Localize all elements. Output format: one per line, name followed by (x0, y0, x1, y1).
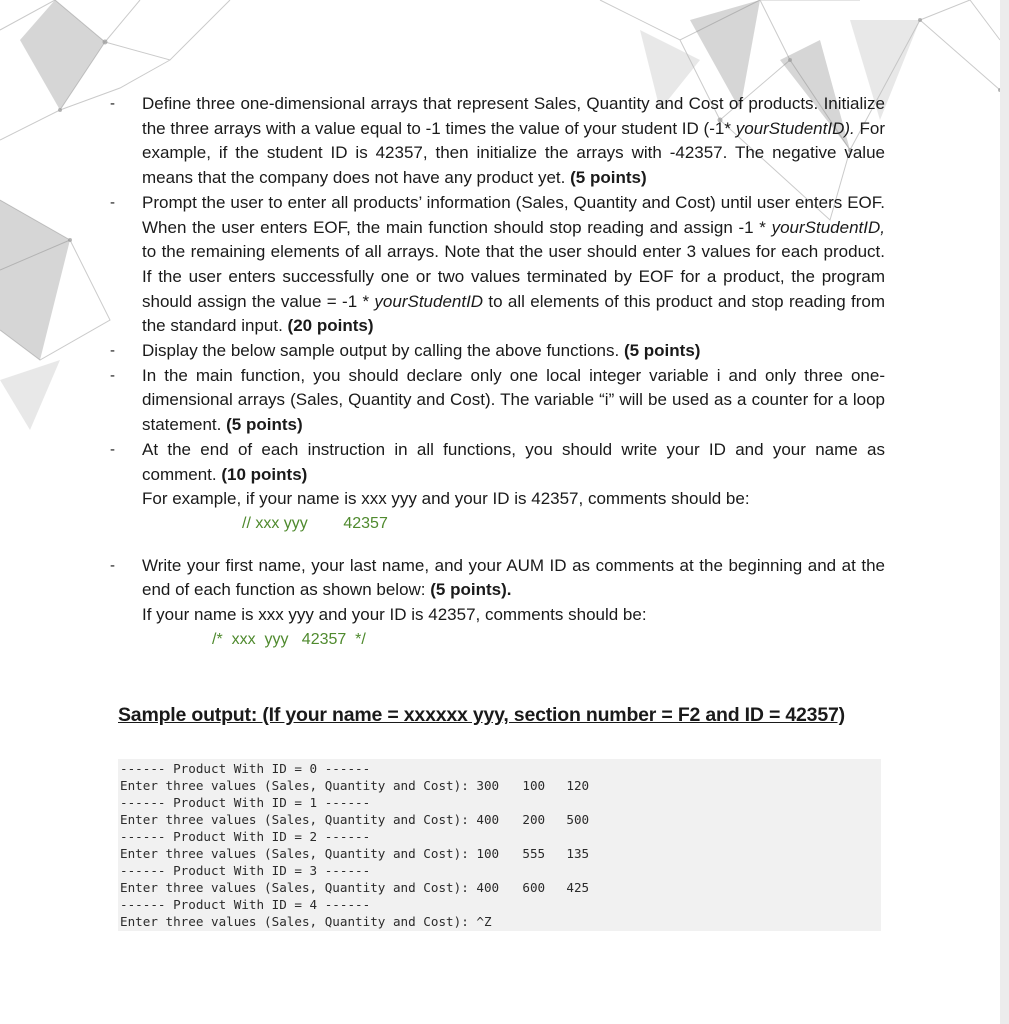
console-line: Enter three values (Sales, Quantity and Cost): 400 200 500 (120, 812, 590, 827)
comment-example: // xxx yyy 42357 (242, 514, 388, 532)
bullet-dash: - (110, 556, 115, 574)
points: (5 points) (623, 341, 701, 361)
bullet-dash: - (110, 193, 115, 211)
console-output (118, 759, 881, 931)
points: (20 points) (287, 316, 374, 336)
console-line: ------ Product With ID = 3 ------ (120, 863, 371, 878)
bullet-dash: - (110, 366, 115, 384)
bullet-dash: - (110, 440, 115, 458)
points: (5 points) (570, 168, 647, 188)
bullet-dash: - (110, 342, 115, 360)
bullet-arrays: - Define three one-dimensional arrays that represent Sales, Quantity and Cost of products. Initialize the three arrays with a value equal to -1 times the value of your student ID (-1* yourStudentID). For example, if the student ID is 42357, then initialize the arrays with -42357. The negative value means that the company does not have any product yet. (5 points) (110, 94, 885, 188)
comment-example: /* xxx yyy 42357 */ (212, 630, 366, 648)
console-line: ------ Product With ID = 2 ------ (120, 829, 371, 844)
console-line: ------ Product With ID = 4 ------ (120, 897, 371, 912)
console-line: ------ Product With ID = 0 ------ (120, 761, 371, 776)
bullet-instruction-comments: - At the end of each instruction in all functions, you should write your ID and your name as comment. (10 points) For example, if your name is xxx yyy and your ID is 42357, comments should be: // xxx yyy 42357 (110, 438, 885, 537)
bullet-function-comments: - Write your first name, your last name, and your AUM ID as comments at the beginning and at the end of each function as shown below: (5 points). If your name is xxx yyy and your ID is 42357, comments should be: /* xxx yyy 42357 */ (110, 554, 885, 653)
console-line: Enter three values (Sales, Quantity and Cost): ^Z (120, 914, 492, 929)
console-line: Enter three values (Sales, Quantity and Cost): 100 555 135 (120, 846, 590, 861)
bullet-dash: - (110, 95, 115, 112)
bullet-display: - Display the below sample output by calling the above functions. (5 points) (110, 339, 885, 364)
document-body (110, 92, 885, 652)
bullet-prompt: - Prompt the user to enter all products’ information (Sales, Quantity and Cost) until user enters EOF. When the user enters EOF, the main function should stop reading and assign -1 * yourStudentID, to the remaining elements of all arrays. Note that the user should enter 3 values for each product. If the user enters successfully one or two values terminated by EOF for a product, the program should assign the value = -1 * yourStudentID to all elements of this product and stop reading from the standard input. (20 points) (110, 192, 885, 336)
bullet-main-function: - In the main function, you should declare only one local integer variable i and only three one-dimensional arrays (Sales, Quantity and Cost). The variable “i” will be used as a counter for a loop statement. (5 points) (110, 365, 885, 435)
console-line: Enter three values (Sales, Quantity and Cost): 400 600 425 (120, 880, 590, 895)
points: (5 points) (226, 415, 303, 435)
sample-output-heading: Sample output: (If your name = xxxxxx yyy, section number = F2 and ID = 42357) (118, 704, 845, 726)
console-line: Enter three values (Sales, Quantity and Cost): 300 100 120 (120, 778, 590, 793)
example-text: For example, if your name is xxx yyy and your ID is 42357, comments should be: (142, 489, 750, 509)
console-line: ------ Product With ID = 1 ------ (120, 795, 371, 810)
points: (5 points). (430, 580, 512, 600)
page-edge (1000, 0, 1009, 1024)
example-text: If your name is xxx yyy and your ID is 42357, comments should be: (142, 605, 647, 625)
points: (10 points) (221, 464, 308, 484)
